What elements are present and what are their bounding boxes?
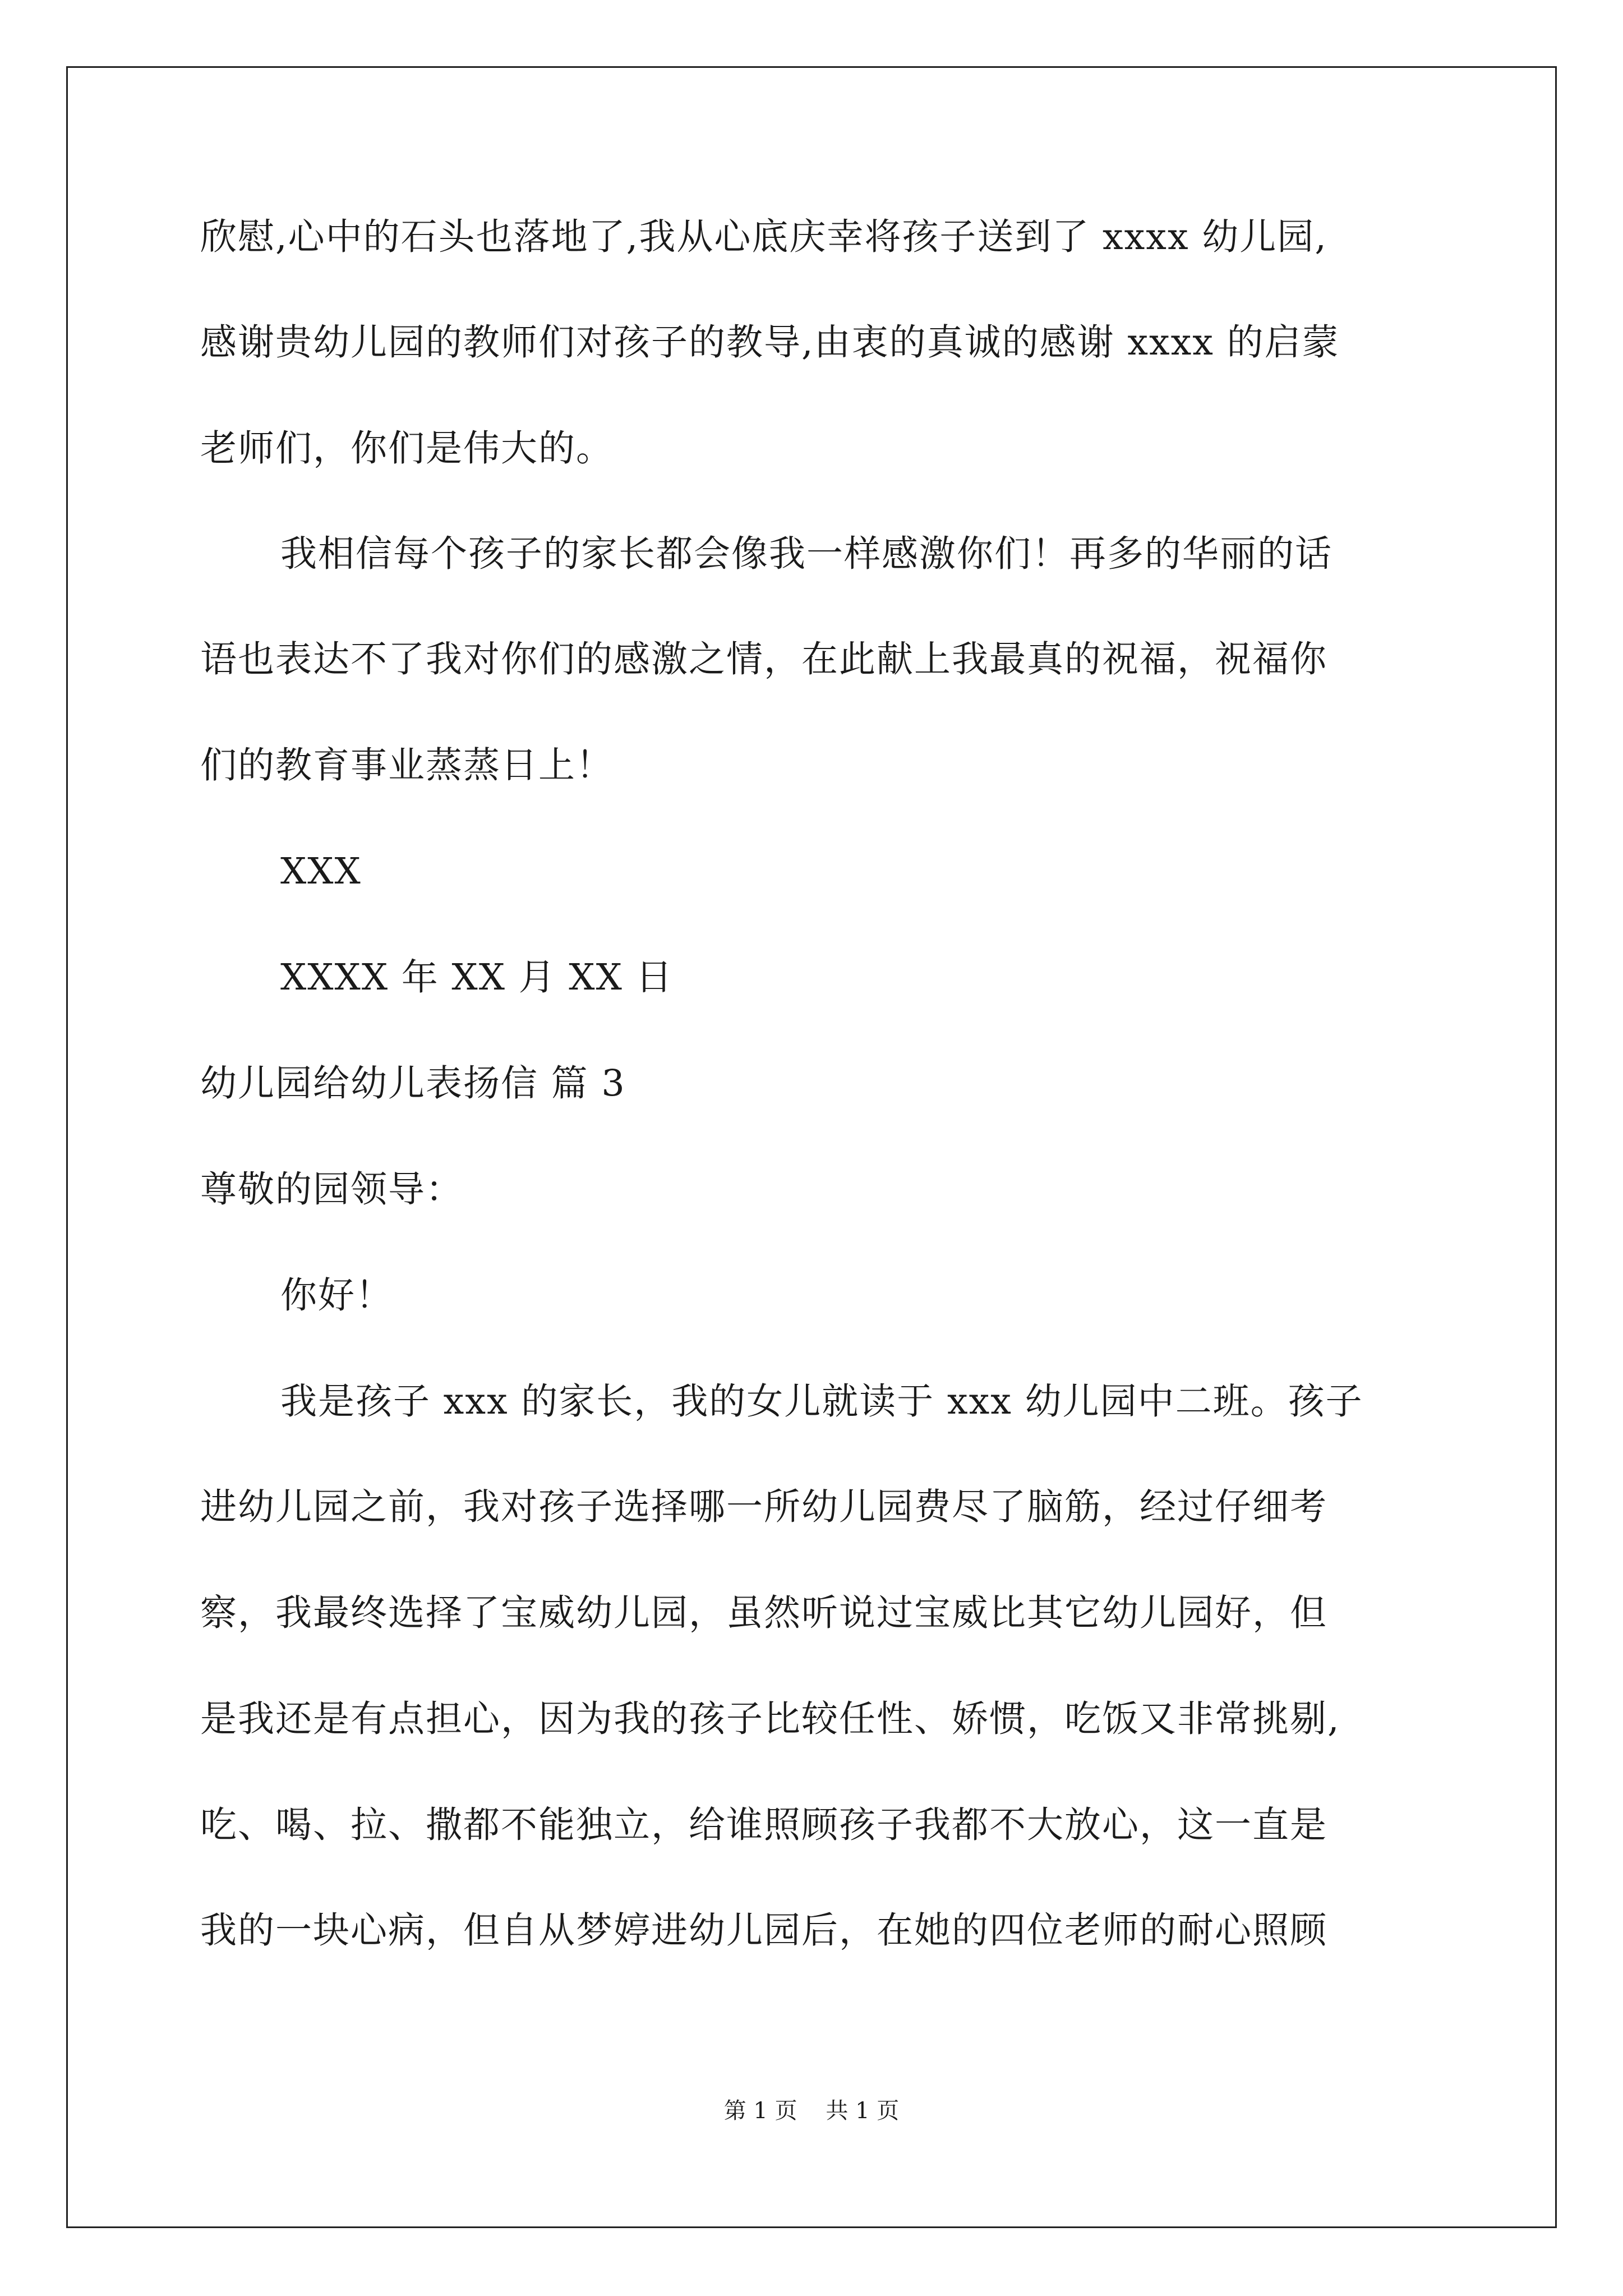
section-heading: 幼儿园给幼儿表扬信 篇 3: [200, 1062, 626, 1105]
body-line-3: 老师们，你们是伟大的。: [200, 427, 614, 470]
body-line-5: 语也表达不了我对你们的感激之情，在此献上我最真的祝福，祝福你: [200, 638, 1328, 680]
body-line-2: 感谢贵幼儿园的教师们对孩子的教导,由衷的真诚的感谢 xxxx 的启蒙: [200, 321, 1340, 364]
page-footer: 第 1 页 共 1 页: [723, 2098, 900, 2124]
body-line-16: 吃、喝、拉、撒都不能独立，给谁照顾孩子我都不大放心，这一直是: [200, 1804, 1328, 1846]
body-line-13: 进幼儿园之前，我对孩子选择哪一所幼儿园费尽了脑筋，经过仔细考: [200, 1486, 1328, 1528]
body-line-1: 欣慰,心中的石头也落地了,我从心底庆幸将孩子送到了 xxxx 幼儿园,: [200, 216, 1327, 258]
page-frame: [66, 66, 1557, 2228]
body-line-17: 我的一块心病，但自从梦婷进幼儿园后，在她的四位老师的耐心照顾: [200, 1910, 1328, 1952]
salutation: 尊敬的园领导：: [200, 1168, 464, 1211]
body-line-4: 我相信每个孩子的家长都会像我一样感激你们！再多的华丽的话: [280, 533, 1333, 575]
body-line-15: 是我还是有点担心，因为我的孩子比较任性、娇惯，吃饭又非常挑剔,: [200, 1698, 1340, 1740]
signature-name: XXX: [280, 850, 362, 892]
body-line-14: 察，我最终选择了宝威幼儿园，虽然听说过宝威比其它幼儿园好，但: [200, 1592, 1328, 1634]
body-line-6: 们的教育事业蒸蒸日上！: [200, 744, 614, 786]
signature-date: XXXX 年 XX 月 XX 日: [280, 956, 674, 999]
greeting: 你好！: [280, 1274, 394, 1317]
body-line-12: 我是孩子 xxx 的家长，我的女儿就读于 xxx 幼儿园中二班。孩子: [280, 1381, 1363, 1423]
